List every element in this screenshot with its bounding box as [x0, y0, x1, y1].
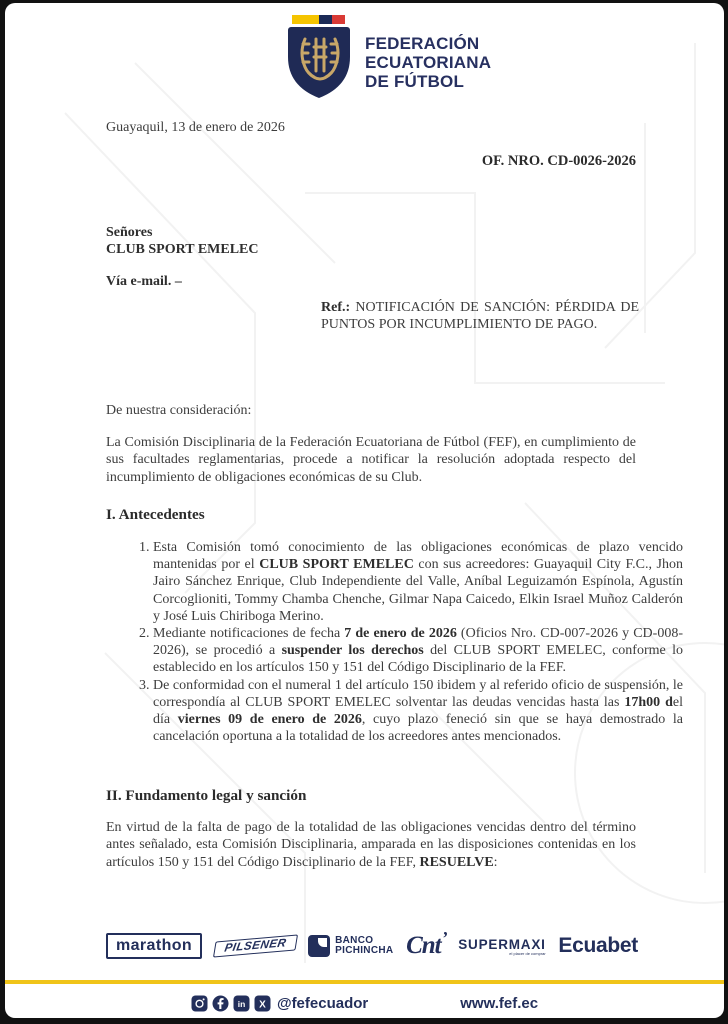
antecedentes-list	[106, 539, 683, 745]
banco-pichincha-icon	[308, 935, 330, 957]
website-url: www.fef.ec	[460, 994, 539, 1012]
instagram-icon	[191, 995, 208, 1012]
social-media-group	[191, 995, 368, 1012]
org-name	[365, 34, 491, 91]
sponsor-logo-cnt: Cnt ’	[406, 928, 447, 959]
org-name-line: ECUATORIANA	[365, 53, 492, 72]
oficio-number: OF. NRO. CD-0026-2026	[481, 153, 636, 169]
banco-pichincha-label-line: BANCO	[335, 934, 374, 946]
footer-divider-line	[5, 980, 724, 984]
cnt-apostrophe: ’	[441, 928, 447, 948]
sponsor-logo-marathon: marathon	[106, 933, 202, 959]
sponsor-logo-supermaxi: SUPERMAXI el placer de comprar	[458, 936, 546, 956]
section-2-heading: II. Fundamento legal y sanción	[106, 787, 307, 804]
fundamento-paragraph: En virtud de la falta de pago de la totalidad de las obligaciones vencidas dentro del término antes señalado, esta Comisión Disciplinaria, amparada en las disposiciones contenidas en los artículos 150 y 151 del Código Disciplinario de la FEF, RESUELVE:	[106, 820, 636, 870]
addressee-block	[106, 225, 259, 258]
footer-bar	[5, 989, 724, 1017]
addressee-salutation: Señores	[106, 225, 153, 240]
section-1-heading: I. Antecedentes	[106, 506, 205, 523]
greeting-line: De nuestra consideración:	[106, 403, 252, 418]
intro-paragraph: La Comisión Disciplinaria de la Federación Ecuatoriana de Fútbol (FEF), en cumplimiento de sus facultades reglamentarias, procede a notificar la resolución adoptada respecto del incumplimiento de obligaciones económicas de su Club.	[106, 435, 636, 485]
sponsor-logo-pilsener: PILSENER	[213, 935, 298, 958]
svg-text:in: in	[237, 998, 246, 1009]
x-icon	[254, 995, 271, 1012]
ecuador-flag-bar	[292, 15, 345, 24]
sponsor-logos-row	[106, 925, 638, 967]
svg-text:X: X	[259, 998, 266, 1010]
fef-crest-logo	[283, 11, 357, 101]
addressee-name: CLUB SPORT EMELEC	[106, 241, 259, 257]
document-page	[5, 3, 724, 1018]
facebook-icon	[212, 995, 229, 1012]
antecedentes-item-2: 2. Mediante notificaciones de fecha 7 de enero de 2026 (Oficios Nro. CD-007-2026 y CD-008-2026), se procedió a suspender los derechos del CLUB SPORT EMELEC, conforme lo establecido en los artículos 150 y 151 del Código Disciplinario de la FEF.	[153, 625, 683, 677]
subject-reference: Ref.: NOTIFICACIÓN DE SANCIÓN: PÉRDIDA DE PUNTOS POR INCUMPLIMIENTO DE PAGO.	[321, 300, 639, 333]
sponsor-logo-ecuabet: Ecuabet	[558, 934, 638, 957]
linkedin-icon	[233, 995, 250, 1012]
banco-pichincha-label-line: PICHINCHA	[335, 945, 394, 956]
sponsor-logo-banco-pichincha	[308, 935, 393, 957]
social-handle: @fefecuador	[276, 994, 369, 1012]
delivery-method-line: Vía e-mail. –	[106, 274, 182, 289]
org-name-line: DE FÚTBOL	[365, 72, 465, 91]
supermaxi-tagline: el placer de comprar	[509, 950, 546, 956]
antecedentes-item-3: 3. De conformidad con el numeral 1 del artículo 150 ibidem y al referido oficio de suspensión, le correspondía al CLUB SPORT EMELEC solventar las deudas vencidas hasta las 17h00 del día viernes 09 de enero de 2026, cuyo plazo feneció sin que se haya demostrado la cancelación oportuna a la totalidad de los acreedores antes mencionados.	[153, 677, 683, 746]
place-date-line: Guayaquil, 13 de enero de 2026	[106, 120, 285, 135]
antecedentes-item-1: 1. Esta Comisión tomó conocimiento de las obligaciones económicas de plazo vencido mantenidas por el CLUB SPORT EMELEC con sus acreedores: Guayaquil City F.C., Jhon Jairo Sánchez Enrique, Club Independiente del Valle, Aníbal Leguizamón Espínola, Agustín Corcoglioniti, Tommy Chamba Chenche, Gilmar Napa Caicedo, Elkin Israel Muñoz Calderón y José Luis Chiriboga Merino.	[153, 539, 683, 625]
org-name-line: FEDERACIÓN	[365, 34, 480, 53]
